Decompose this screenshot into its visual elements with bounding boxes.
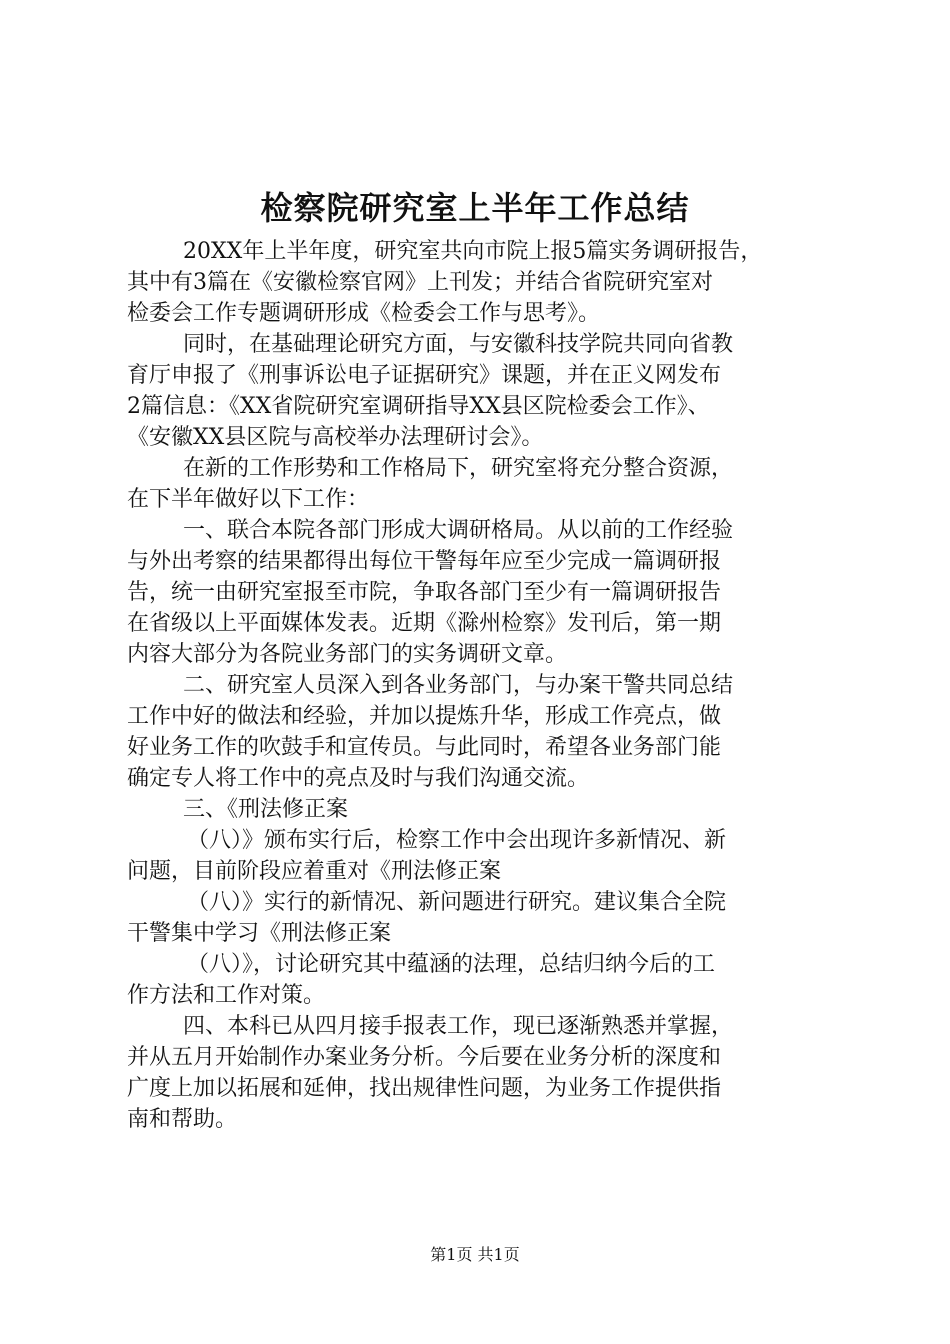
text-line: 在省级以上平面媒体发表。近期《滁州检察》发刊后，第一期 — [127, 611, 722, 636]
text-line: 同时，在基础理论研究方面，与安徽科技学院共同向省教 — [183, 332, 734, 357]
text-line: 2篇信息：《XX省院研究室调研指导XX县区院检委会工作》、 — [127, 394, 710, 419]
text-line: （八）》颁布实行后，检察工作中会出现许多新情况、新 — [187, 828, 727, 853]
text-line: 好业务工作的吹鼓手和宣传员。与此同时，希望各业务部门能 — [127, 735, 722, 760]
document-body — [127, 236, 837, 1135]
text-line: 南和帮助。 — [127, 1107, 238, 1132]
text-line: 其中有3篇在《安徽检察官网》上刊发；并结合省院研究室对 — [127, 270, 713, 295]
text-line: 育厅申报了《刑事诉讼电子证据研究》课题，并在正义网发布 — [127, 363, 722, 388]
text-line: 确定专人将工作中的亮点及时与我们沟通交流。 — [127, 766, 590, 791]
text-line: 二、研究室人员深入到各业务部门，与办案干警共同总结 — [183, 673, 734, 698]
text-line: 《安徽XX县区院与高校举办法理研讨会》。 — [127, 425, 544, 450]
text-line: 并从五月开始制作办案业务分析。今后要在业务分析的深度和 — [127, 1045, 722, 1070]
text-line: 问题，目前阶段应着重对《刑法修正案 — [127, 859, 502, 884]
text-line: 三、《刑法修正案 — [183, 797, 349, 822]
text-line: （八）》，讨论研究其中蕴涵的法理，总结归纳今后的工 — [187, 952, 716, 977]
text-line: 内容大部分为各院业务部门的实务调研文章。 — [127, 642, 568, 667]
text-line: 告，统一由研究室报至市院，争取各部门至少有一篇调研报告 — [127, 580, 722, 605]
text-line: （八）》实行的新情况、新问题进行研究。建议集合全院 — [187, 890, 727, 915]
text-line: 四、本科已从四月接手报表工作，现已逐渐熟悉并掌握， — [183, 1014, 734, 1039]
text-line: 在下半年做好以下工作： — [127, 487, 370, 512]
text-line: 广度上加以拓展和延伸，找出规律性问题，为业务工作提供指 — [127, 1076, 722, 1101]
text-line: 在新的工作形势和工作格局下，研究室将充分整合资源， — [183, 456, 734, 481]
text-line: 作方法和工作对策。 — [127, 983, 326, 1008]
text-line: 与外出考察的结果都得出每位干警每年应至少完成一篇调研报 — [127, 549, 722, 574]
text-line: 一、联合本院各部门形成大调研格局。从以前的工作经验 — [183, 518, 734, 543]
page-footer: 第1页 共1页 — [430, 1245, 520, 1264]
document-title: 检察院研究室上半年工作总结 — [260, 189, 690, 227]
text-line: 检委会工作专题调研形成《检委会工作与思考》。 — [127, 301, 601, 326]
text-line: 工作中好的做法和经验，并加以提炼升华，形成工作亮点，做 — [127, 704, 722, 729]
text-line: 干警集中学习《刑法修正案 — [127, 921, 392, 946]
text-line: 20XX年上半年度，研究室共向市院上报5篇实务调研报告， — [183, 239, 763, 264]
